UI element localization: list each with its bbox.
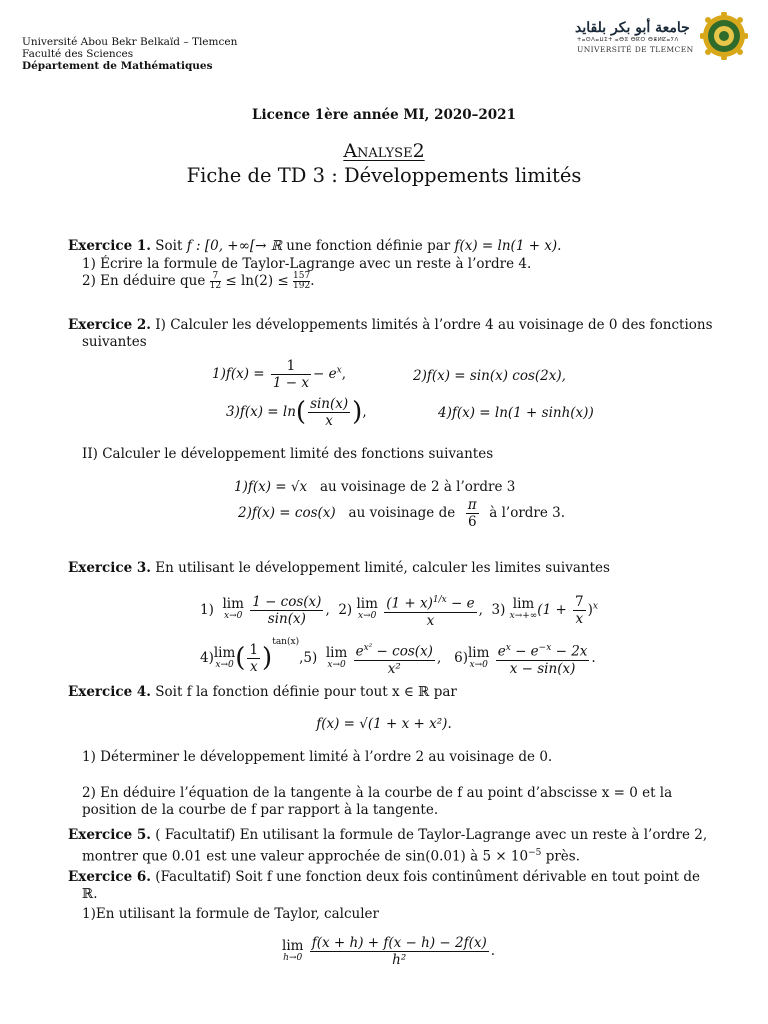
frac-den: x (325, 413, 333, 429)
exercise-2-part1b: suivantes (82, 334, 147, 350)
l5-n: e (355, 643, 364, 660)
ex6-line1: (Facultatif) Soit f une fonction deux fois continûment dérivable en tout point de (155, 869, 701, 885)
ex2-part1: I) Calculer les développements limités à l’ordre 4 au voisinage de 0 des fonctions (155, 317, 713, 333)
exercise-5-line2 (82, 845, 580, 866)
university-logo (575, 12, 750, 60)
ex1-function: f(x) = ln(1 + x). (454, 238, 562, 254)
sep: , (436, 650, 442, 666)
f1-post: − e (313, 366, 337, 382)
sep: , (325, 601, 330, 618)
f1-pre: 1)f(x) = (212, 366, 269, 382)
l6-lim (467, 644, 490, 671)
ex4-intro: Soit f la fonction définie pour tout x ∈ ℝ par (155, 684, 457, 700)
frac-den: sin(x) (267, 610, 306, 627)
exercise-1-q2: 2) En déduire que $\frac{7}{12} \le \ln(2)$ ≤ $\frac{157}{192}$. (82, 271, 315, 291)
ex2-g1 (234, 479, 515, 496)
g2-mid: au voisinage de (348, 505, 456, 521)
lim-word: lim (282, 937, 304, 954)
l5-lim (325, 644, 348, 671)
ex2-f1 (212, 358, 346, 391)
l2-n2: − e (446, 595, 475, 612)
l1-index: 1) (200, 601, 214, 618)
exercise-6-label: Exercice 6. (68, 869, 151, 885)
faculty-name: Faculté des Sciences (22, 48, 134, 60)
l5-n2: − cos(x) (372, 643, 433, 660)
l6-n: e (497, 643, 506, 660)
ex6-frac (310, 935, 489, 968)
f1-end: , (341, 366, 346, 382)
ex4-formula: f(x) = √(1 + x + x²). (316, 716, 452, 732)
f1-exp: x (336, 365, 342, 376)
ex6-limit (282, 935, 495, 968)
lim-sub: x→+∞ (509, 611, 538, 622)
frac-den: x² (387, 660, 401, 677)
ex2-g2 (238, 497, 565, 530)
lim-sub: x→0 (358, 611, 377, 622)
l1-lim (222, 598, 243, 622)
frac-den: 12 (209, 281, 222, 291)
exercise-1-intro (68, 238, 561, 255)
frac-num: sin(x) (310, 396, 349, 412)
l6-nexp2: −x (538, 643, 552, 654)
frac-num: f(x + h) + f(x − h) − 2f(x) (311, 935, 487, 951)
frac-den: x − sin(x) (509, 660, 576, 677)
f3-post: , (362, 404, 367, 420)
sep: , (478, 601, 483, 618)
l2-index: 2) (338, 601, 353, 618)
l3-index: 3) (491, 601, 506, 618)
exercise-2-label: Exercice 2. (68, 317, 151, 333)
frac-num: 1 (249, 642, 259, 658)
lim-sub: h→0 (283, 952, 303, 963)
course-title: Analyse2 (343, 140, 425, 162)
l2-frac (384, 592, 476, 629)
frac-num: 7 (575, 593, 584, 610)
l6-nexp: x (505, 643, 511, 654)
l6-end: . (591, 650, 596, 666)
frac-den: x (249, 659, 258, 675)
lim-sub: x→0 (224, 611, 243, 622)
ex2-f2: 2)f(x) = sin(x) cos(2x), (413, 368, 566, 384)
l5-nexp: x² (363, 643, 373, 654)
exercise-6-line2: ℝ. (82, 886, 98, 902)
university-emblem-icon (700, 12, 748, 60)
g2-post: à l’ordre 3. (489, 505, 566, 521)
lim-sub: x→0 (327, 659, 346, 670)
frac-den: x (426, 612, 435, 629)
f3-pre: 3)f(x) = ln (226, 404, 296, 420)
l3-exp: x (592, 601, 598, 612)
department-name: Département de Mathématiques (22, 60, 213, 72)
ex5-line1: ( Facultatif) En utilisant la formule de Taylor-Lagrange avec un reste à l’ordre 2, (155, 827, 708, 843)
lim-sub: x→0 (469, 659, 488, 670)
exercise-6-q1: 1)En utilisant la formule de Taylor, calculer (82, 906, 379, 922)
frac-den: 192 (293, 281, 311, 291)
ex2-f3: 3)f(x) = ln( $\frac{\sin(x)}{x}$ ), (226, 396, 367, 429)
frac-num: 1 (271, 358, 311, 375)
exercise-5-label: Exercice 5. (68, 827, 151, 843)
l4-lim (213, 644, 236, 671)
sheet-title: Fiche de TD 3 : Développements limités (186, 164, 582, 187)
l4-post: ,5) (299, 650, 318, 666)
l5-frac (354, 640, 435, 677)
g1-post: au voisinage de 2 à l’ordre 3 (320, 479, 516, 495)
ex6-end: . (490, 943, 496, 959)
frac-num (384, 592, 476, 613)
lim-sub: x→0 (215, 659, 234, 670)
exercise-3-label: Exercice 3. (68, 560, 151, 576)
frac-num: 1 − cos(x) (252, 593, 322, 610)
exercise-4-intro (68, 684, 457, 701)
exercise-2-intro (68, 317, 713, 334)
exercise-4-label: Exercice 4. (68, 684, 151, 700)
ex1-domain: f : [0, +∞[→ ℝ (186, 238, 282, 254)
l2-n: (1 + x) (386, 595, 433, 612)
frac-num: π (467, 497, 477, 513)
g2-frac (466, 497, 479, 530)
ex2-f4: 4)f(x) = ln(1 + sinh(x)) (438, 405, 594, 421)
frac-den: 6 (467, 514, 477, 530)
l1-frac (250, 594, 323, 627)
ex3-row1 (200, 592, 598, 629)
frac-den: x (575, 610, 584, 627)
exercise-1-q1: 1) Écrire la formule de Taylor-Lagrange avec un reste à l’ordre 4. (82, 256, 532, 272)
l2-lim (356, 598, 377, 622)
frac-157-192 (293, 272, 310, 291)
l3-pre: (1 + (537, 601, 572, 618)
ex1-q2-mid: ≤ ln(2) ≤ (221, 273, 294, 289)
frac-num (354, 640, 435, 661)
frac-7-12 (210, 272, 221, 291)
l4-exp: tan(x) (272, 637, 300, 647)
frac-num: 157 (293, 271, 311, 281)
f3-frac (308, 396, 350, 429)
g2-pre: 2)f(x) = cos(x) (238, 505, 336, 521)
l6-index: 6) (454, 650, 468, 666)
ex5-exp: −5 (528, 848, 542, 858)
frac-num: 7 (210, 272, 221, 282)
frac-den: h² (392, 952, 407, 968)
l4-index: 4) (200, 650, 214, 666)
l2-exp: 1/x (432, 595, 447, 605)
l6-frac (496, 640, 590, 677)
l3-frac (573, 594, 586, 627)
exercise-3-intro (68, 560, 610, 577)
g1-pre: 1)f(x) = √x (234, 479, 308, 495)
ex1-intro-pre: Soit (155, 238, 187, 254)
exercise-4-q1: 1) Déterminer le développement limité à l’ordre 2 au voisinage de 0. (82, 749, 553, 765)
exercise-2-part2: II) Calculer le développement limité des fonctions suivantes (82, 446, 494, 462)
logo-french-text: UNIVERSITÉ DE TLEMCEN (577, 45, 694, 54)
frac-den: 1 − x (272, 375, 310, 391)
exercise-4-q2a: 2) En déduire l’équation de la tangente à la courbe de f au point d’abscisse x = 0 et la (82, 785, 673, 801)
lim-word: lim (512, 596, 535, 613)
l3-post: ) (587, 601, 593, 618)
exercise-4-q2b: position de la courbe de f par rapport à la tangente. (82, 802, 439, 818)
ex5-line2-pre: montrer que 0.01 est une valeur approchée de sin(0.01) à 5 × 10 (82, 848, 529, 865)
ex3-intro: En utilisant le développement limité, calculer les limites suivantes (155, 560, 610, 576)
ex5-line2-post: près. (541, 848, 581, 865)
lim-word: lim (356, 596, 378, 613)
ex6-lim (282, 937, 304, 964)
l6-n2: − e (510, 643, 539, 660)
l6-n3: − 2x (551, 643, 588, 660)
lim-word: lim (222, 596, 244, 613)
university-name: Université Abou Bekr Belkaïd – Tlemcen (22, 36, 238, 48)
exercise-6-line1 (68, 869, 700, 886)
l4-frac (247, 642, 260, 675)
l3-lim (510, 598, 538, 622)
lim-word: lim (467, 644, 490, 661)
frac-num (496, 640, 590, 661)
logo-tifinagh-text: ⵜⴰⵙⴷⴰⵡⵉⵜ ⴰⴱⵓ ⴱⴽⵔ ⴱⴻⵍⵇⴰⵢⴷ (577, 37, 679, 43)
f1-frac (271, 358, 311, 391)
logo-arabic-text: جامعة أبو بكر بلقايد (575, 20, 690, 36)
lim-word: lim (213, 644, 236, 661)
ex1-intro-mid: une fonction définie par (281, 238, 455, 254)
ex1-q2-pre: 2) En déduire que (82, 273, 210, 289)
exercise-5-line1 (68, 827, 707, 844)
ex3-row2: 4)lim x→0 ( $\frac{1}{x}$ )$^{tan(x)}$,5) lim x→0 $\frac{e^{x^2} - \cos(x)}{\text{x²}}$ , 6)lim x→0 $\frac{e^x - e^{-x} - 2x}{x - \sin(x)}$ . (200, 637, 596, 677)
lim-word: lim (325, 644, 348, 661)
exercise-1-label: Exercice 1. (68, 238, 151, 254)
course-level: Licence 1ère année MI, 2020–2021 (252, 107, 516, 123)
